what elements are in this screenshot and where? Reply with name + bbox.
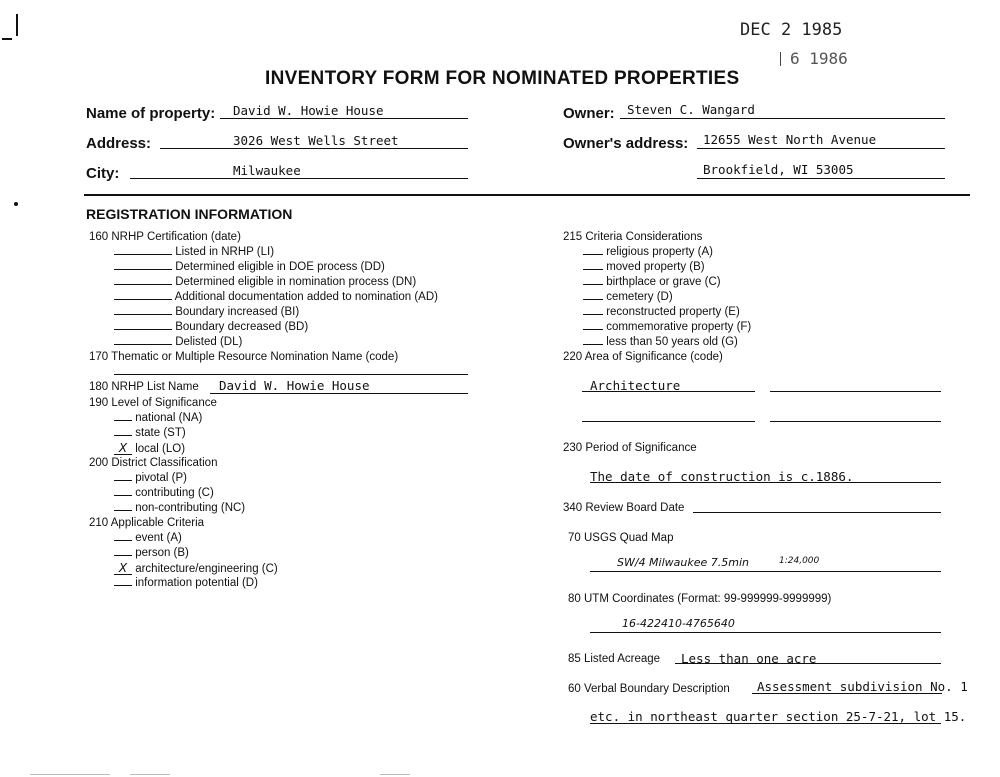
owner-address-line1: 12655 West North Avenue xyxy=(703,132,877,147)
address-line xyxy=(160,148,468,149)
quad-line xyxy=(590,571,941,572)
period-value: The date of construction is c.1886. xyxy=(590,469,854,484)
cert-option: Additional documentation added to nomination (AD) xyxy=(114,291,438,303)
considerations-label: 215 Criteria Considerations xyxy=(563,231,703,243)
period-line xyxy=(590,482,941,483)
owner-address-line-2 xyxy=(697,178,945,179)
owner-value: Steven C. Wangard xyxy=(627,102,755,117)
criteria-label: 210 Applicable Criteria xyxy=(89,517,205,529)
scan-artifact xyxy=(30,774,110,775)
owner-address-line2: Brookfield, WI 53005 xyxy=(703,162,854,177)
address-value: 3026 West Wells Street xyxy=(233,133,399,148)
city-label: City: xyxy=(86,165,120,182)
quad-scale: 1:24,000 xyxy=(779,556,820,566)
name-label: Name of property: xyxy=(86,105,216,122)
district-option: non-contributing (NC) xyxy=(114,502,245,514)
owner-line xyxy=(620,118,945,119)
boundary-value-1: Assessment subdivision No. 1 xyxy=(757,679,968,694)
quad-label: 70 USGS Quad Map xyxy=(568,532,674,544)
cert-option: Listed in NRHP (LI) xyxy=(114,246,274,258)
city-value: Milwaukee xyxy=(233,163,301,178)
district-option: contributing (C) xyxy=(114,487,214,499)
address-label: Address: xyxy=(86,135,152,152)
list-name-line xyxy=(210,393,468,394)
consideration-option: birthplace or grave (C) xyxy=(583,276,721,288)
city-line xyxy=(130,178,468,179)
review-label: 340 Review Board Date xyxy=(563,502,685,514)
owner-address-line xyxy=(697,148,945,149)
utm-line xyxy=(590,632,941,633)
list-name-value: David W. Howie House xyxy=(219,378,370,393)
acreage-value: Less than one acre xyxy=(681,651,817,666)
scan-artifact xyxy=(130,774,170,775)
received-stamp: DEC 2 1985 xyxy=(740,20,843,40)
entered-stamp: 6 1986 xyxy=(790,49,848,68)
consideration-option: less than 50 years old (G) xyxy=(583,336,738,348)
review-line xyxy=(693,512,941,513)
cert-option: Boundary increased (BI) xyxy=(114,306,299,318)
acreage-label: 85 Listed Acreage xyxy=(568,653,661,665)
criteria-option: information potential (D) xyxy=(114,577,258,589)
consideration-option: commemorative property (F) xyxy=(583,321,751,333)
consideration-option: reconstructed property (E) xyxy=(583,306,740,318)
quad-value: SW/4 Milwaukee 7.5min xyxy=(617,556,750,569)
consideration-option: religious property (A) xyxy=(583,246,713,258)
area-label: 220 Area of Significance (code) xyxy=(563,351,723,363)
boundary-label: 60 Verbal Boundary Description xyxy=(568,683,730,695)
cert-option: Delisted (DL) xyxy=(114,336,242,348)
stamp-tick xyxy=(780,52,781,66)
cert-option: Determined eligible in nomination process (DN) xyxy=(114,276,416,288)
consideration-option: cemetery (D) xyxy=(583,291,673,303)
district-option: pivotal (P) xyxy=(114,472,187,484)
period-label: 230 Period of Significance xyxy=(563,442,697,454)
boundary-line-1 xyxy=(752,693,942,694)
consideration-option: moved property (B) xyxy=(583,261,705,273)
level-option: national (NA) xyxy=(114,412,202,424)
boundary-value-2: etc. in northeast quarter section 25-7-21, lot 15. xyxy=(590,709,967,724)
utm-value: 16-422410-4765640 xyxy=(622,617,735,630)
owner-address-label: Owner's address: xyxy=(563,135,689,152)
criteria-option-arch: X architecture/engineering (C) xyxy=(114,562,278,575)
area-line-1 xyxy=(582,391,755,392)
boundary-line-2 xyxy=(590,723,941,724)
scan-mark xyxy=(2,38,12,40)
section-title: REGISTRATION INFORMATION xyxy=(86,206,293,222)
nrhp-cert-label: 160 NRHP Certification (date) xyxy=(89,231,241,243)
level-option: state (ST) xyxy=(114,427,186,439)
level-label: 190 Level of Significance xyxy=(89,397,217,409)
area-value: Architecture xyxy=(590,378,681,393)
level-option-local: X local (LO) xyxy=(114,442,185,455)
section-divider xyxy=(84,194,970,196)
name-line xyxy=(220,118,468,119)
acreage-line xyxy=(675,663,941,664)
form-title: INVENTORY FORM FOR NOMINATED PROPERTIES xyxy=(265,68,740,89)
utm-label: 80 UTM Coordinates (Format: 99-999999-9999999) xyxy=(568,593,832,605)
thematic-line xyxy=(114,374,468,375)
area-line-4 xyxy=(770,421,941,422)
scan-artifact xyxy=(380,774,410,775)
scan-dot xyxy=(14,202,18,206)
owner-label: Owner: xyxy=(563,105,615,122)
cert-option: Determined eligible in DOE process (DD) xyxy=(114,261,385,273)
name-value: David W. Howie House xyxy=(233,103,384,118)
area-line-3 xyxy=(582,421,755,422)
district-label: 200 District Classification xyxy=(89,457,218,469)
cert-option: Boundary decreased (BD) xyxy=(114,321,308,333)
scan-mark xyxy=(16,14,18,36)
area-line-2 xyxy=(770,391,941,392)
criteria-option: event (A) xyxy=(114,532,182,544)
criteria-option: person (B) xyxy=(114,547,189,559)
thematic-label: 170 Thematic or Multiple Resource Nomination Name (code) xyxy=(89,351,399,363)
list-name-label: 180 NRHP List Name xyxy=(89,381,199,393)
